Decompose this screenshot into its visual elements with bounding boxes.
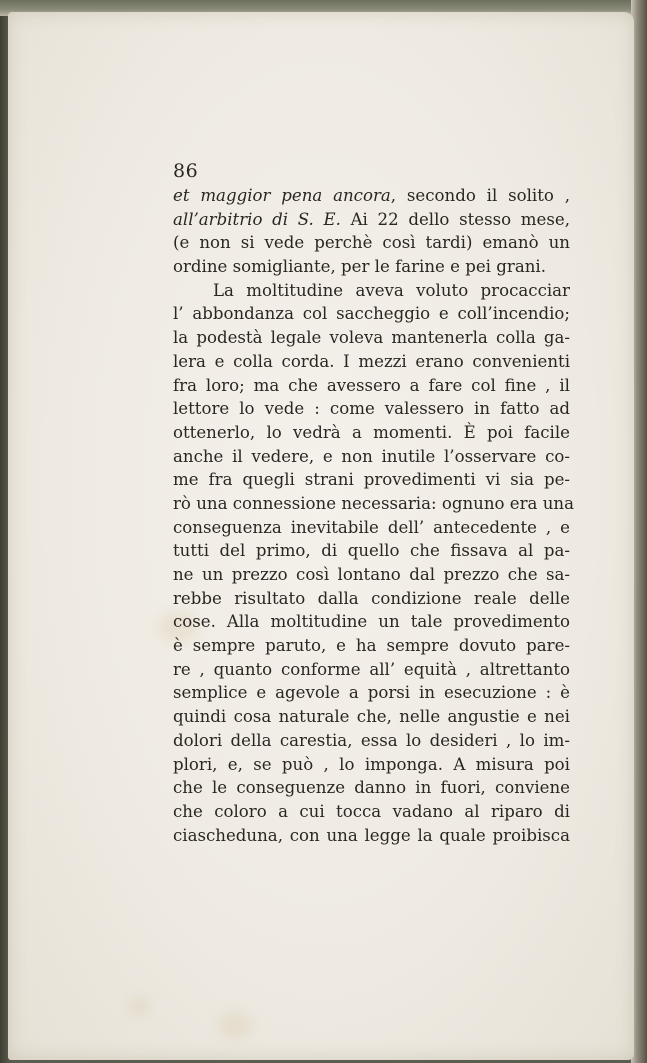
text-line: lettore lo vede : come valessero in fatto ad <box>173 399 570 419</box>
text-line: che coloro a cui tocca vadano al riparo di <box>173 801 570 821</box>
italic-phrase: et maggior pena ancora <box>173 186 391 205</box>
text-line: plori, e, se può , lo imponga. A misura poi <box>173 754 570 774</box>
text-line: semplice e agevole a porsi in esecuzione : è <box>173 683 570 703</box>
text-line: me fra quegli strani provedimenti vi sia pe- <box>173 470 570 490</box>
text-line: ordine somigliante, per le farine e pei grani. <box>173 257 546 277</box>
text-line: la podestà legale voleva mantenerla colla ga- <box>173 328 570 348</box>
text-line: l’ abbondanza col saccheggio e coll’incendio; <box>173 304 570 324</box>
text-line: rò una connessione necessaria: ognuno era una <box>173 493 574 513</box>
text-line: quindi cosa naturale che, nelle angustie e nei <box>173 707 570 727</box>
text-line: lera e colla corda. I mezzi erano convenienti <box>173 351 570 371</box>
text-line: et maggior pena ancora, secondo il solito , <box>173 186 570 205</box>
paper-stain <box>218 1012 252 1038</box>
text-line: cose. Alla moltitudine un tale provedimento <box>173 612 570 632</box>
text-line: re , quanto conforme all’ equità , altrettanto <box>173 659 570 679</box>
text-line: è sempre paruto, e ha sempre dovuto pare- <box>173 636 570 656</box>
text-line: ne un prezzo così lontano dal prezzo che sa- <box>173 565 570 584</box>
text-line: conseguenza inevitabile dell’ antecedente , e <box>173 517 570 537</box>
text-line: anche il vedere, e non inutile l’osservare co- <box>173 446 570 466</box>
paragraph-start-line: La moltitudine aveva voluto procacciar <box>213 280 570 300</box>
text-line: tutti del primo, di quello che fissava al pa- <box>173 541 570 561</box>
text-line: dolori della carestia, essa lo desideri , lo im- <box>173 730 570 750</box>
text-line: ottenerlo, lo vedrà a momenti. È poi facile <box>173 422 570 442</box>
text-line: fra loro; ma che avessero a fare col fine , il <box>173 375 570 395</box>
text-line: che le conseguenze danno in fuori, conviene <box>173 778 570 798</box>
text-line: rebbe risultato dalla condizione reale delle <box>173 588 570 608</box>
page-number: 86 <box>173 160 199 182</box>
text-line: (e non si vede perchè così tardi) emanò un <box>173 233 570 253</box>
italic-phrase: all’arbitrio di S. E. <box>173 209 341 229</box>
text-line: ciascheduna, con una legge la quale proibisca <box>173 825 570 845</box>
paper-stain <box>128 997 150 1015</box>
text-block <box>173 157 574 847</box>
text-line: all’arbitrio di S. E. Ai 22 dello stesso mese, <box>173 209 570 229</box>
